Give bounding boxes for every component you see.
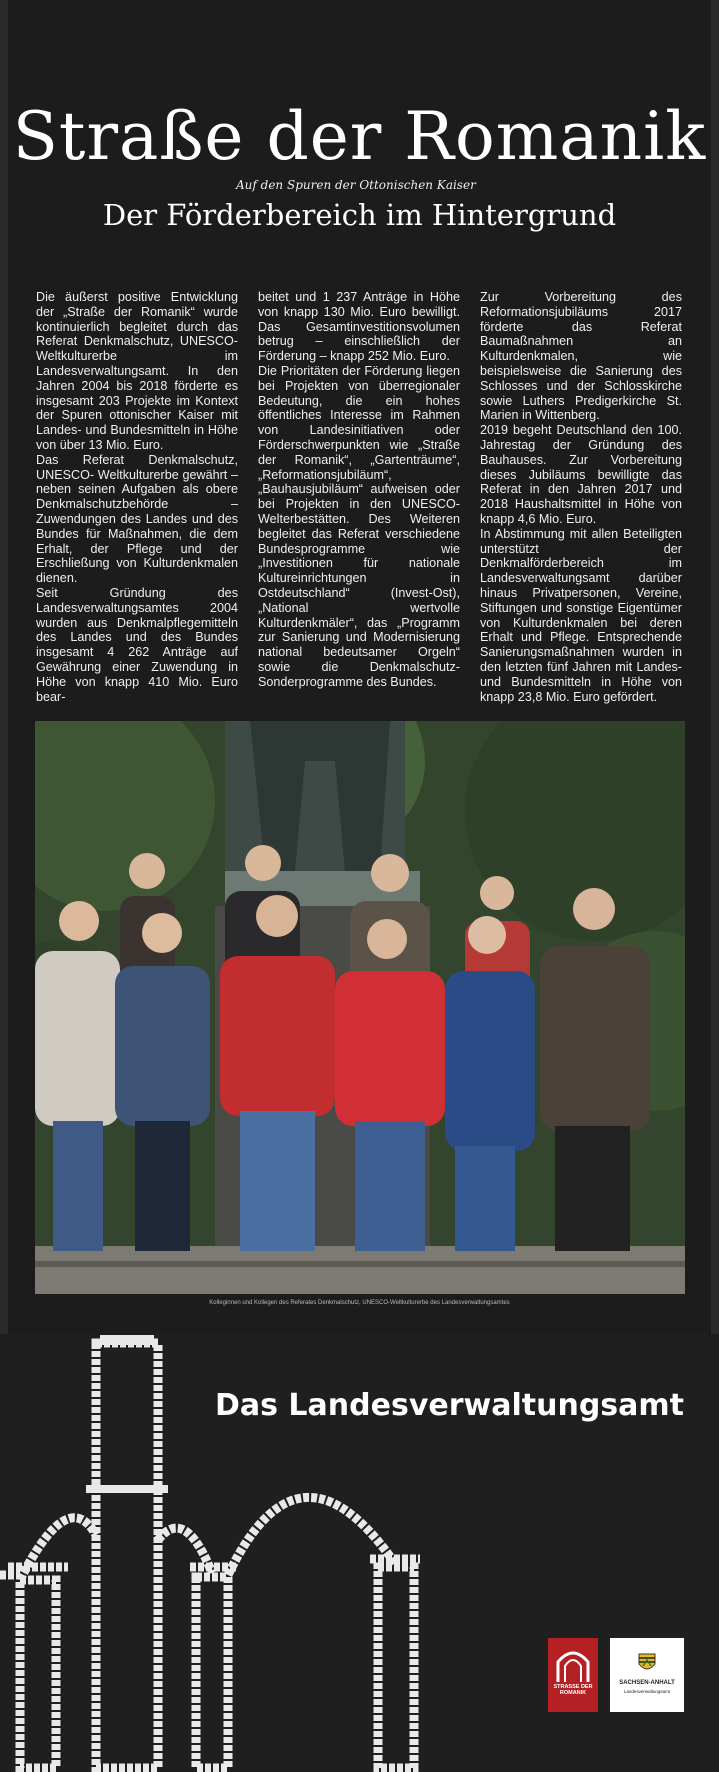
paragraph: Das Referat Denkmalschutz, UNESCO- Weltkulturerbe gewährt – neben seinen Aufgaben als obere Denkmalschutzbehörde – Zuwendungen des Landes und des Bundes für Maßnahmen, die dem Erhalt, der Pflege und der Erschließung von Kulturdenkmalen dienen. — [36, 452, 238, 586]
paragraph: In Abstimmung mit allen Beteiligten unterstützt der Denkmalförderbereich im Landesverwaltungsamt darüber hinaus Privatpersonen, Vereine, Stiftungen und sonstige Eigentümer von Kulturdenkmalen bei deren Erhalt und Pflege. Entsprechende Sanierungsmaßnahmen wurden in den letzten fünf Jahren mit Landes- und Bundesmitteln in Höhe von knapp 23,8 Mio. Euro gefördert. — [480, 526, 682, 704]
text-column-3 — [480, 290, 682, 704]
coat-of-arms-icon — [637, 1652, 657, 1674]
photo-caption: Kolleginnen und Kollegen des Referates Denkmalschutz, UNESCO-Weltkulturerbe des Landesverwaltungsamtes — [209, 1300, 510, 1306]
paragraph: Seit Gründung des Landesverwaltungsamtes 2004 wurden aus Denkmalpflegemitteln des Landes und des Bundes insgesamt 4 262 Anträge auf Gewährung einer Zuwendung in Höhe von knapp 410 Mio. Euro bear- — [36, 585, 238, 704]
group-photo-illustration — [35, 721, 685, 1294]
org-title: Das Landesverwaltungsamt — [214, 1388, 684, 1423]
state-logo-text: SACHSEN-ANHALT — [619, 1680, 675, 1686]
paragraph: beitet und 1 237 Anträge in Höhe von knapp 130 Mio. Euro bewilligt. Das Gesamtinvestitionsvolumen betrug – einschließlich der Förderung – knapp 252 Mio. Euro. — [258, 290, 460, 364]
paragraph: Die äußerst positive Entwicklung der „Straße der Romanik“ wurde kontinuierlich begleitet durch das Referat Denkmalschutz, UNESCO-Weltkulturerbe im Landesverwaltungsamt. In den Jahren 2004 bis 2018 förderte es insgesamt 203 Projekte im Kontext der Spuren ottonischer Kaiser mit Landes- und Bundesmitteln in Höhe von über 13 Mio. Euro. — [36, 290, 238, 452]
poster-title: Straße der Romanik — [12, 98, 707, 175]
text-column-1 — [36, 290, 238, 704]
strasse-der-romanik-logo — [548, 1638, 598, 1712]
sachsen-anhalt-logo — [610, 1638, 684, 1712]
arch-logo-icon — [548, 1642, 598, 1686]
romanik-logo-text: STRASSE DER ROMANIK — [553, 1684, 593, 1696]
group-photo — [35, 721, 685, 1294]
paragraph: 2019 begeht Deutschland den 100. Jahrestag der Gründung des Bauhauses. Zur Vorbereitung dieses Jubiläums bewilligte das Referat in den Jahren 2017 und 2018 Haushaltsmittel in Höhe von knapp 4,6 Mio. Euro. — [480, 423, 682, 526]
paragraph: Die Prioritäten der Förderung liegen bei Projekten von überregionaler Bedeutung, die ein hohes öffentliches Interesse im Rahmen von Landesinitiativen oder Förderschwerpunkten wie „Straße der Romanik“, „Gartenträume“, „Reformationsjubiläum“, „Bauhausjubiläum“ aufweisen oder bei Projekten in den UNESCO-Welterbestätten. Des Weiteren begleitet das Referat verschiedene Bundesprogramme wie „Investitionen für nationale Kultureinrichtungen in Ostdeutschland“ (Invest-Ost), „National wertvolle Kulturdenkmäler“, das „Programm zur Sanierung und Modernisierung national bedeutsamer Orgeln“ sowie die Denkmalschutz-Sonderprogramme des Bundes. — [258, 363, 460, 689]
text-column-2 — [258, 290, 460, 704]
poster-subtitle: Auf den Spuren der Ottonischen Kaiser — [236, 178, 476, 192]
paragraph: Zur Vorbereitung des Reformationsjubiläums 2017 förderte das Referat Baumaßnahmen an Kulturdenkmalen, wie beispielsweise die Sanierung des Schlosses und der Schlosskirche sowie Luthers Predigerkirche St. Marien in Wittenberg. — [480, 290, 682, 423]
poster-subhead: Der Förderbereich im Hintergrund — [102, 198, 617, 232]
state-logo-subtext: Landesverwaltungsamt — [623, 1689, 671, 1694]
text-columns — [36, 290, 684, 704]
